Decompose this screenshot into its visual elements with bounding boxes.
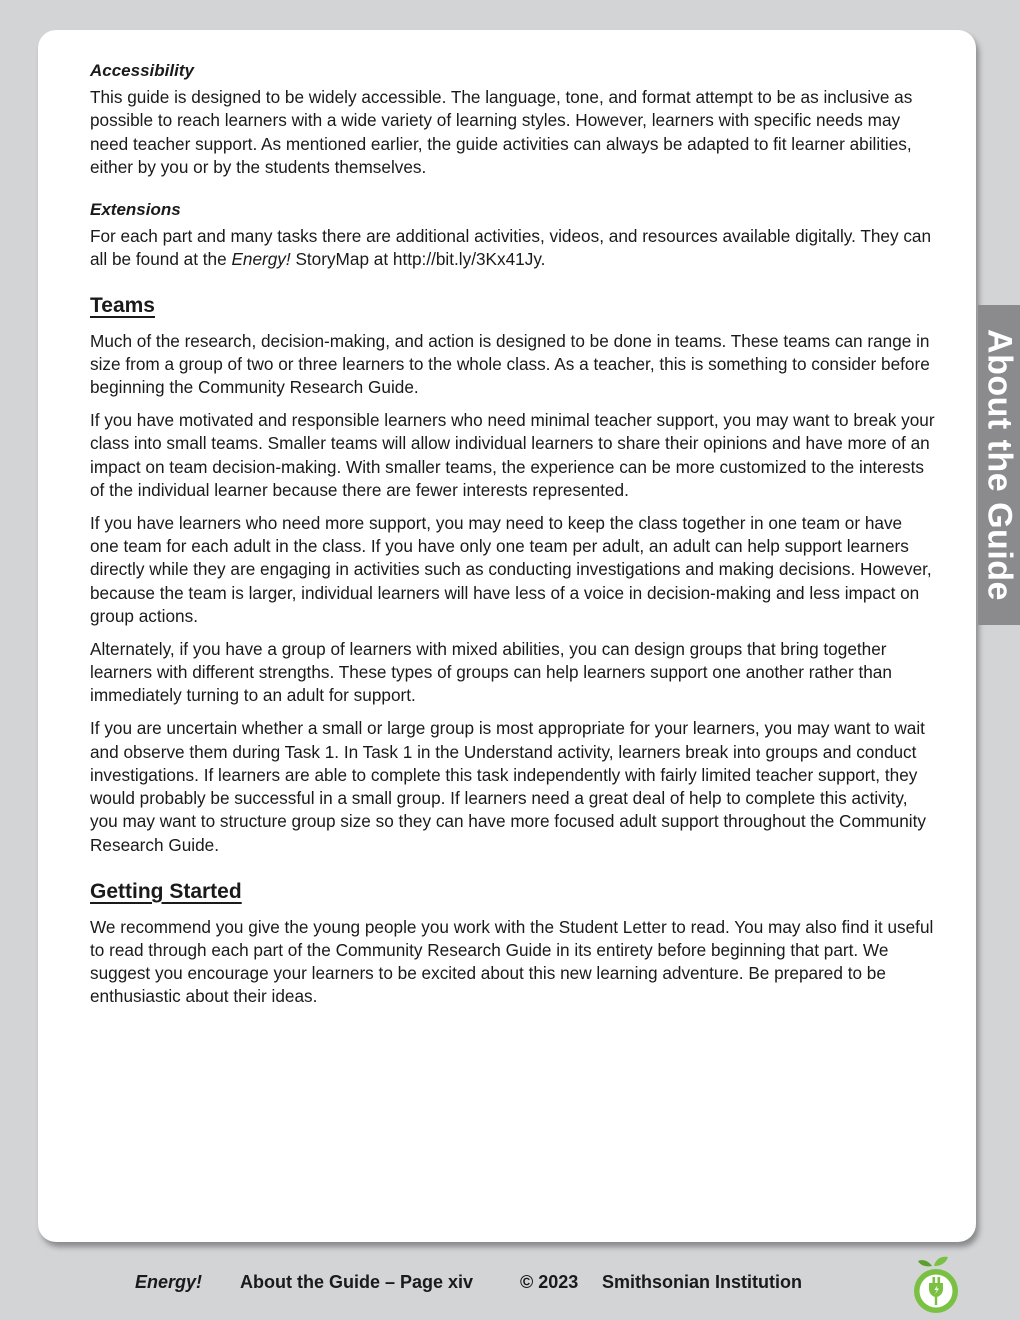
- footer-page: About the Guide – Page xiv: [240, 1272, 474, 1292]
- teams-paragraph-3: If you have learners who need more support, you may need to keep the class together in one team or have one team for each adult in the class. If you have only one team per adult, an adult can help support learners directly while they are engaging in activities such as conducting investigations and making decisions. However, because the team is larger, individual learners will have less of a voice in decision-making and less impact on group actions.: [90, 512, 932, 627]
- side-tab-label: About the Guide: [980, 329, 1019, 601]
- teams-paragraph-5: If you are uncertain whether a small or large group is most appropriate for your learners, you may want to wait and observe them during Task 1. In Task 1 in the Understand activity, learners break into groups and conduct investigations. If learners are able to complete this task independently with fairly limited teacher support, they would probably be successful in a small group. If learners need a great deal of help to complete this activity, you may want to structure group size so they can have more focused adult support throughout the Community Research Guide.: [90, 718, 926, 855]
- teams-heading: Teams: [90, 293, 155, 317]
- extensions-text-italic: Energy!: [231, 248, 291, 269]
- getting-started-paragraph: We recommend you give the young people you work with the Student Letter to read. You may also find it useful to read through each part of the Community Research Guide in its entirety before beginning that part. We suggest you encourage your learners to be excited about this new learning adventure. Be prepared to be enthusiastic about their ideas.: [90, 916, 934, 1007]
- footer-organization: Smithsonian Institution: [602, 1272, 802, 1292]
- teams-paragraph-1: Much of the research, decision-making, and action is designed to be done in teams. These teams can range in size from a group of two or three learners to the whole class. As a teacher, this is something to consider before beginning the Community Research Guide.: [90, 330, 930, 398]
- extensions-heading: Extensions: [90, 199, 181, 219]
- extensions-paragraph: [90, 225, 935, 272]
- getting-started-heading: Getting Started: [90, 879, 242, 903]
- footer-title: Energy!: [135, 1272, 203, 1292]
- main-content: [90, 60, 935, 1018]
- footer: [0, 1270, 1020, 1294]
- extensions-text-end: StoryMap at http://bit.ly/3Kx41Jy.: [290, 248, 546, 269]
- side-tab: [978, 305, 1020, 625]
- accessibility-heading: Accessibility: [90, 61, 194, 80]
- green-apple-plug-icon: [906, 1254, 964, 1316]
- extensions-text-start: For each part and many tasks there are additional activities, videos, and resources available digitally. They can all be found at the: [90, 225, 932, 269]
- footer-copyright: © 2023: [520, 1272, 579, 1292]
- teams-paragraph-4: Alternately, if you have a group of learners with mixed abilities, you can design groups that bring together learners with different strengths. These types of groups can help learners support one another rather than immediately turning to an adult for support.: [90, 638, 892, 706]
- teams-paragraph-2: If you have motivated and responsible learners who need minimal teacher support, you may want to break your class into small teams. Smaller teams will allow individual learners to share their opinions and have more of an impact on team decision-making. With smaller teams, the experience can be more customized to the interests of the individual learner because there are fewer interests represented.: [90, 410, 935, 501]
- accessibility-paragraph: This guide is designed to be widely accessible. The language, tone, and format attempt to be as inclusive as possible to reach learners with a wide variety of learning styles. However, learners with specific needs may need teacher support. As mentioned earlier, the guide activities can always be adapted to fit learner abilities, either by you or by the students themselves.: [90, 87, 913, 177]
